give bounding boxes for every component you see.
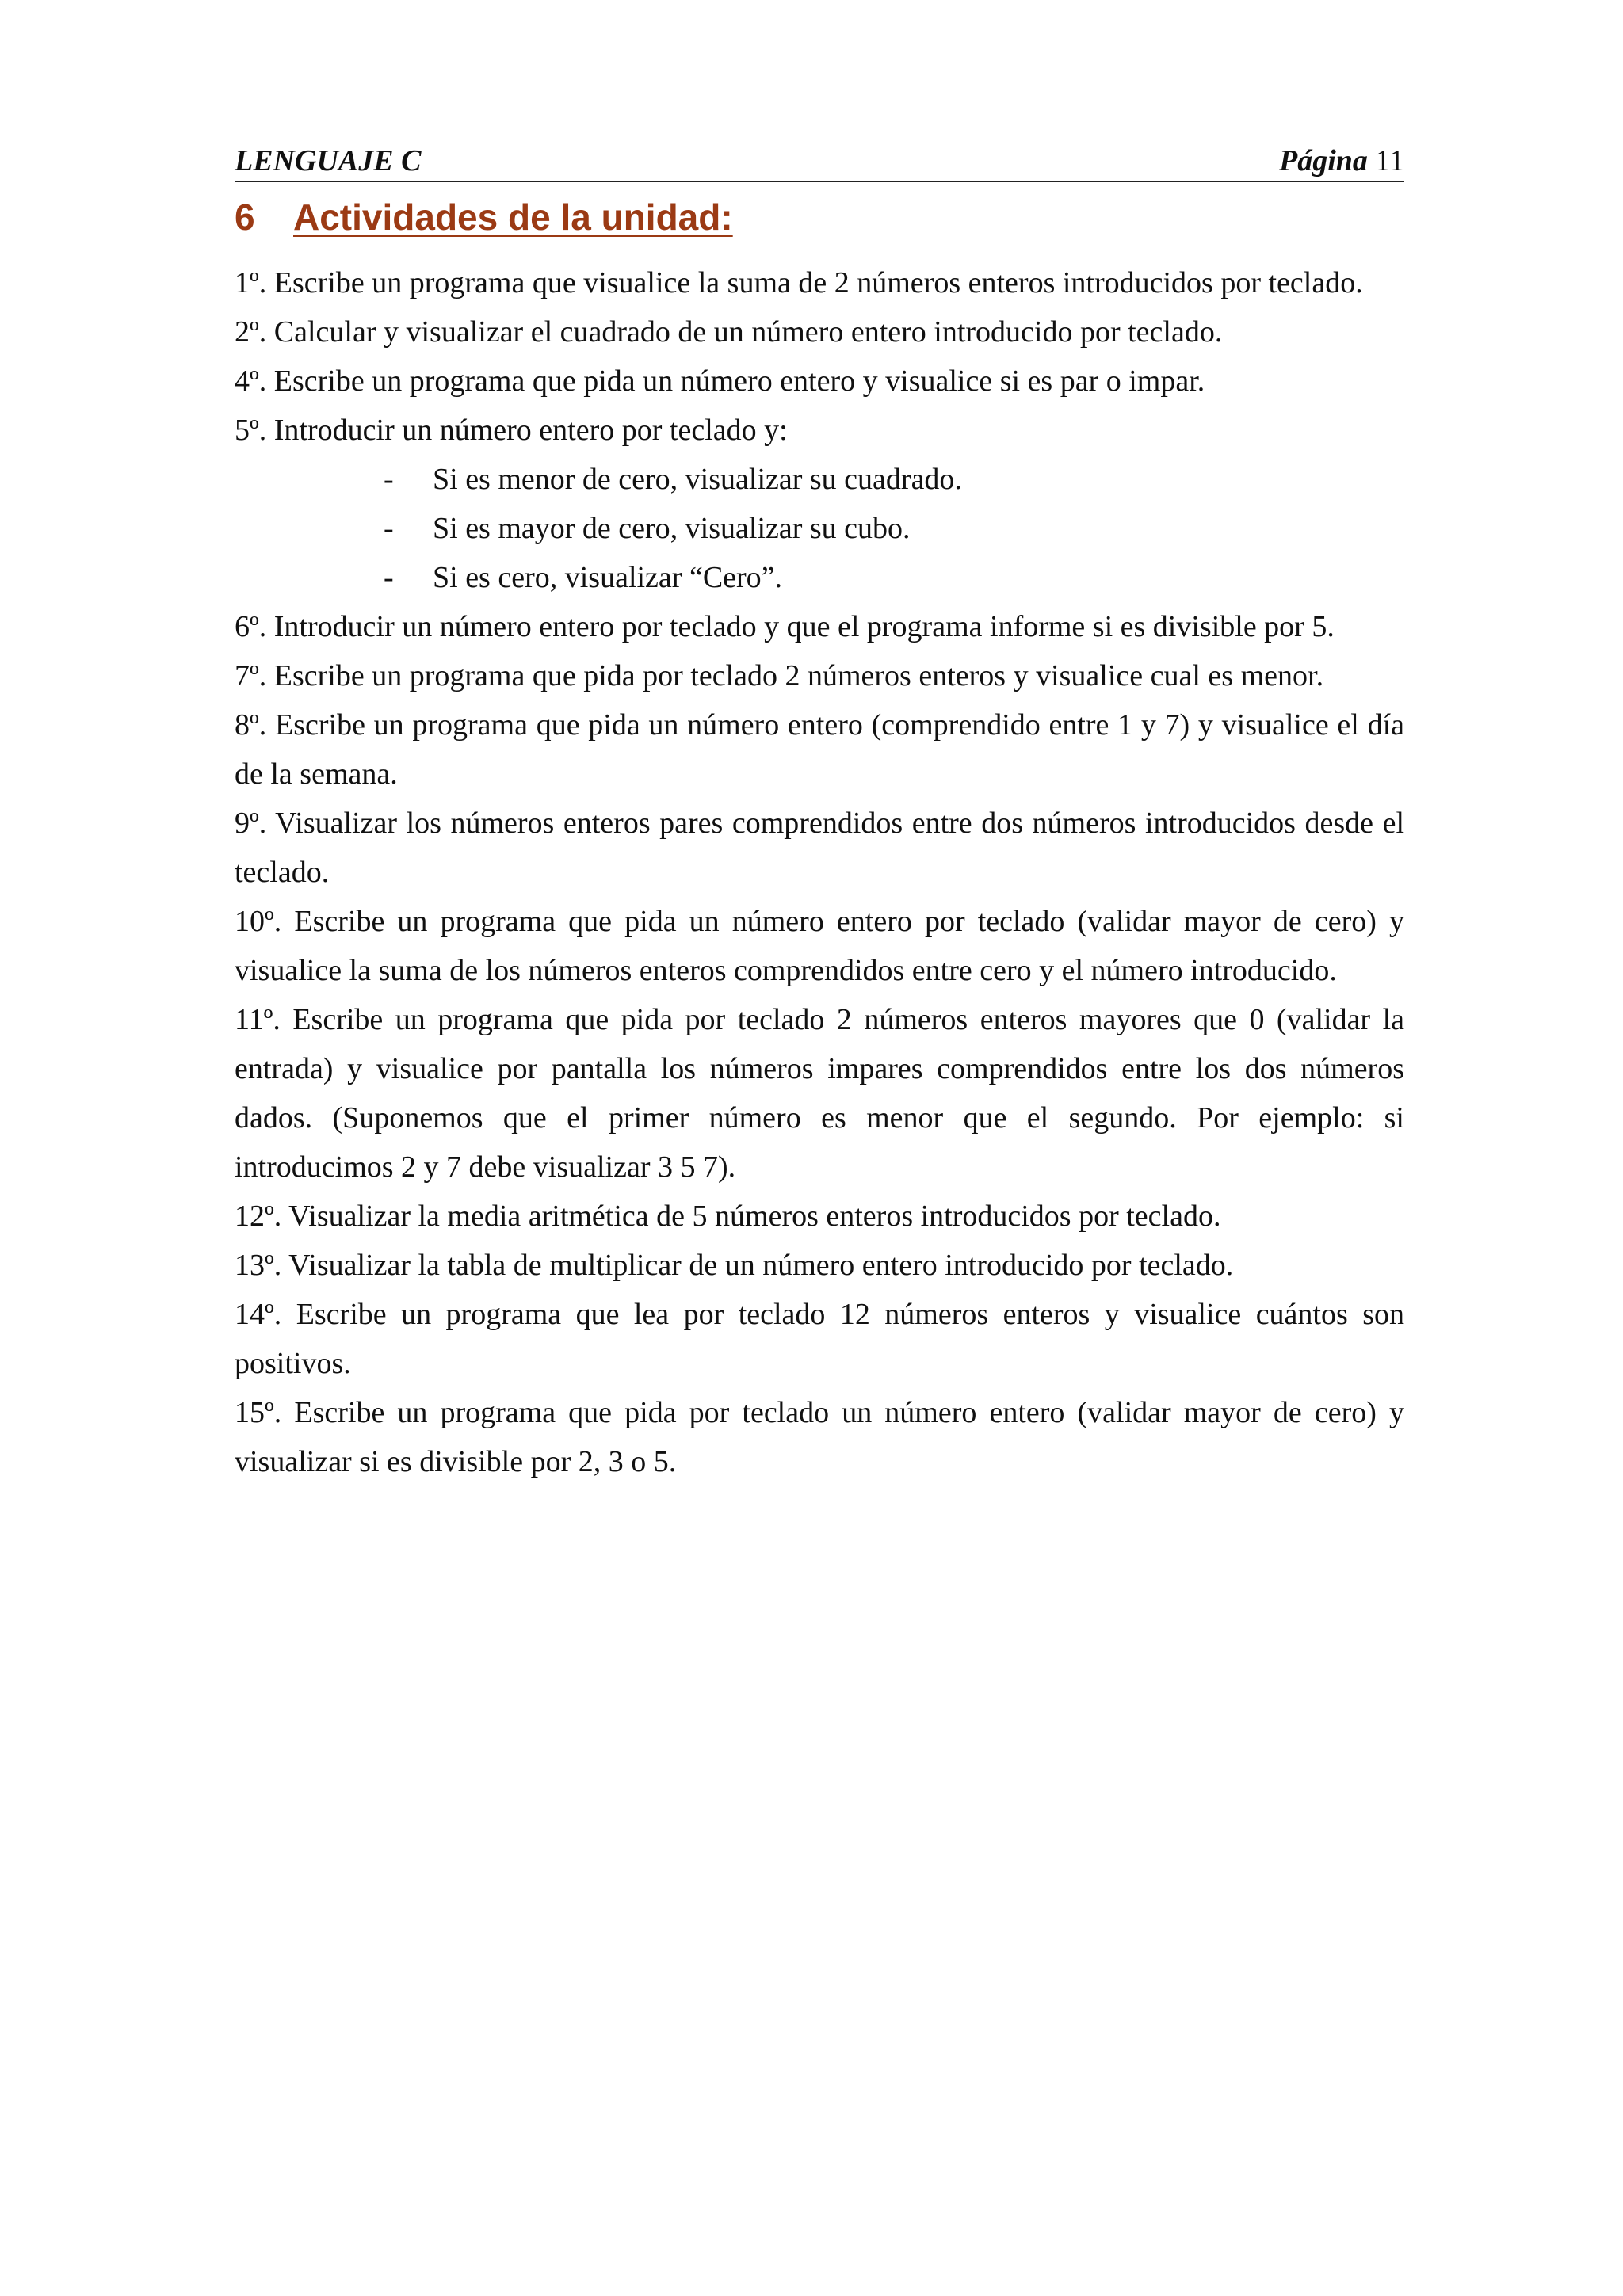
activities-list [235,258,1404,1486]
activity-14: 14º. Escribe un programa que lea por teclado 12 números enteros y visualice cuántos son positivos. [235,1298,1404,1380]
activity-11: 11º. Escribe un programa que pida por teclado 2 números enteros mayores que 0 (validar la entrada) y visualice por pantalla los números impares comprendidos entre los dos números dados. (Suponemos que el primer número es menor que el segundo. Por ejemplo: si introducimos 2 y 7 debe visualizar 3 5 7). [235,1003,1404,1184]
activity-10: 10º. Escribe un programa que pida un número entero por teclado (validar mayor de cero) y visualice la suma de los números enteros comprendidos entre cero y el número introducido. [235,905,1404,987]
header-title: LENGUAJE C [235,144,422,177]
activity-9: 9º. Visualizar los números enteros pares comprendidos entre dos números introducidos desde el teclado. [235,807,1404,889]
activity-8: 8º. Escribe un programa que pida un número entero (comprendido entre 1 y 7) y visualice el día de la semana. [235,708,1404,791]
activity-5: 5º. Introducir un número entero por teclado y: [235,414,788,447]
activity-6: 6º. Introducir un número entero por teclado y que el programa informe si es divisible por 5. [235,610,1335,643]
section-title: Actividades de la unidad: [293,196,733,238]
activity-5-bullet [235,553,1404,602]
activity-13: 13º. Visualizar la tabla de multiplicar de un número entero introducido por teclado. [235,1249,1234,1282]
activity-5-bullet [235,455,1404,504]
bullet-dash: - [384,512,394,545]
bullet-text: Si es menor de cero, visualizar su cuadrado. [433,463,962,496]
bullet-text: Si es mayor de cero, visualizar su cubo. [433,512,911,545]
section-number: 6 [235,196,255,238]
activity-15: 15º. Escribe un programa que pida por teclado un número entero (validar mayor de cero) y visualizar si es divisible por 2, 3 o 5. [235,1396,1404,1478]
bullet-text: Si es cero, visualizar “Cero”. [433,561,783,594]
bullet-dash: - [384,463,394,496]
page-header [235,141,1404,182]
activity-4: 4º. Escribe un programa que pida un número entero y visualice si es par o impar. [235,364,1205,398]
activity-2: 2º. Calcular y visualizar el cuadrado de un número entero introducido por teclado. [235,315,1223,349]
header-page-indicator [1279,141,1404,181]
header-page-label: Página [1279,144,1368,177]
bullet-dash: - [384,561,394,594]
activity-7: 7º. Escribe un programa que pida por teclado 2 números enteros y visualice cual es menor. [235,659,1324,692]
header-page-number: 11 [1375,144,1404,177]
section-heading [235,193,733,241]
activity-1: 1º. Escribe un programa que visualice la suma de 2 números enteros introducidos por teclado. [235,266,1363,299]
activity-5-bullet [235,504,1404,553]
document-page [235,0,1404,2296]
activity-12: 12º. Visualizar la media aritmética de 5 números enteros introducidos por teclado. [235,1199,1221,1233]
